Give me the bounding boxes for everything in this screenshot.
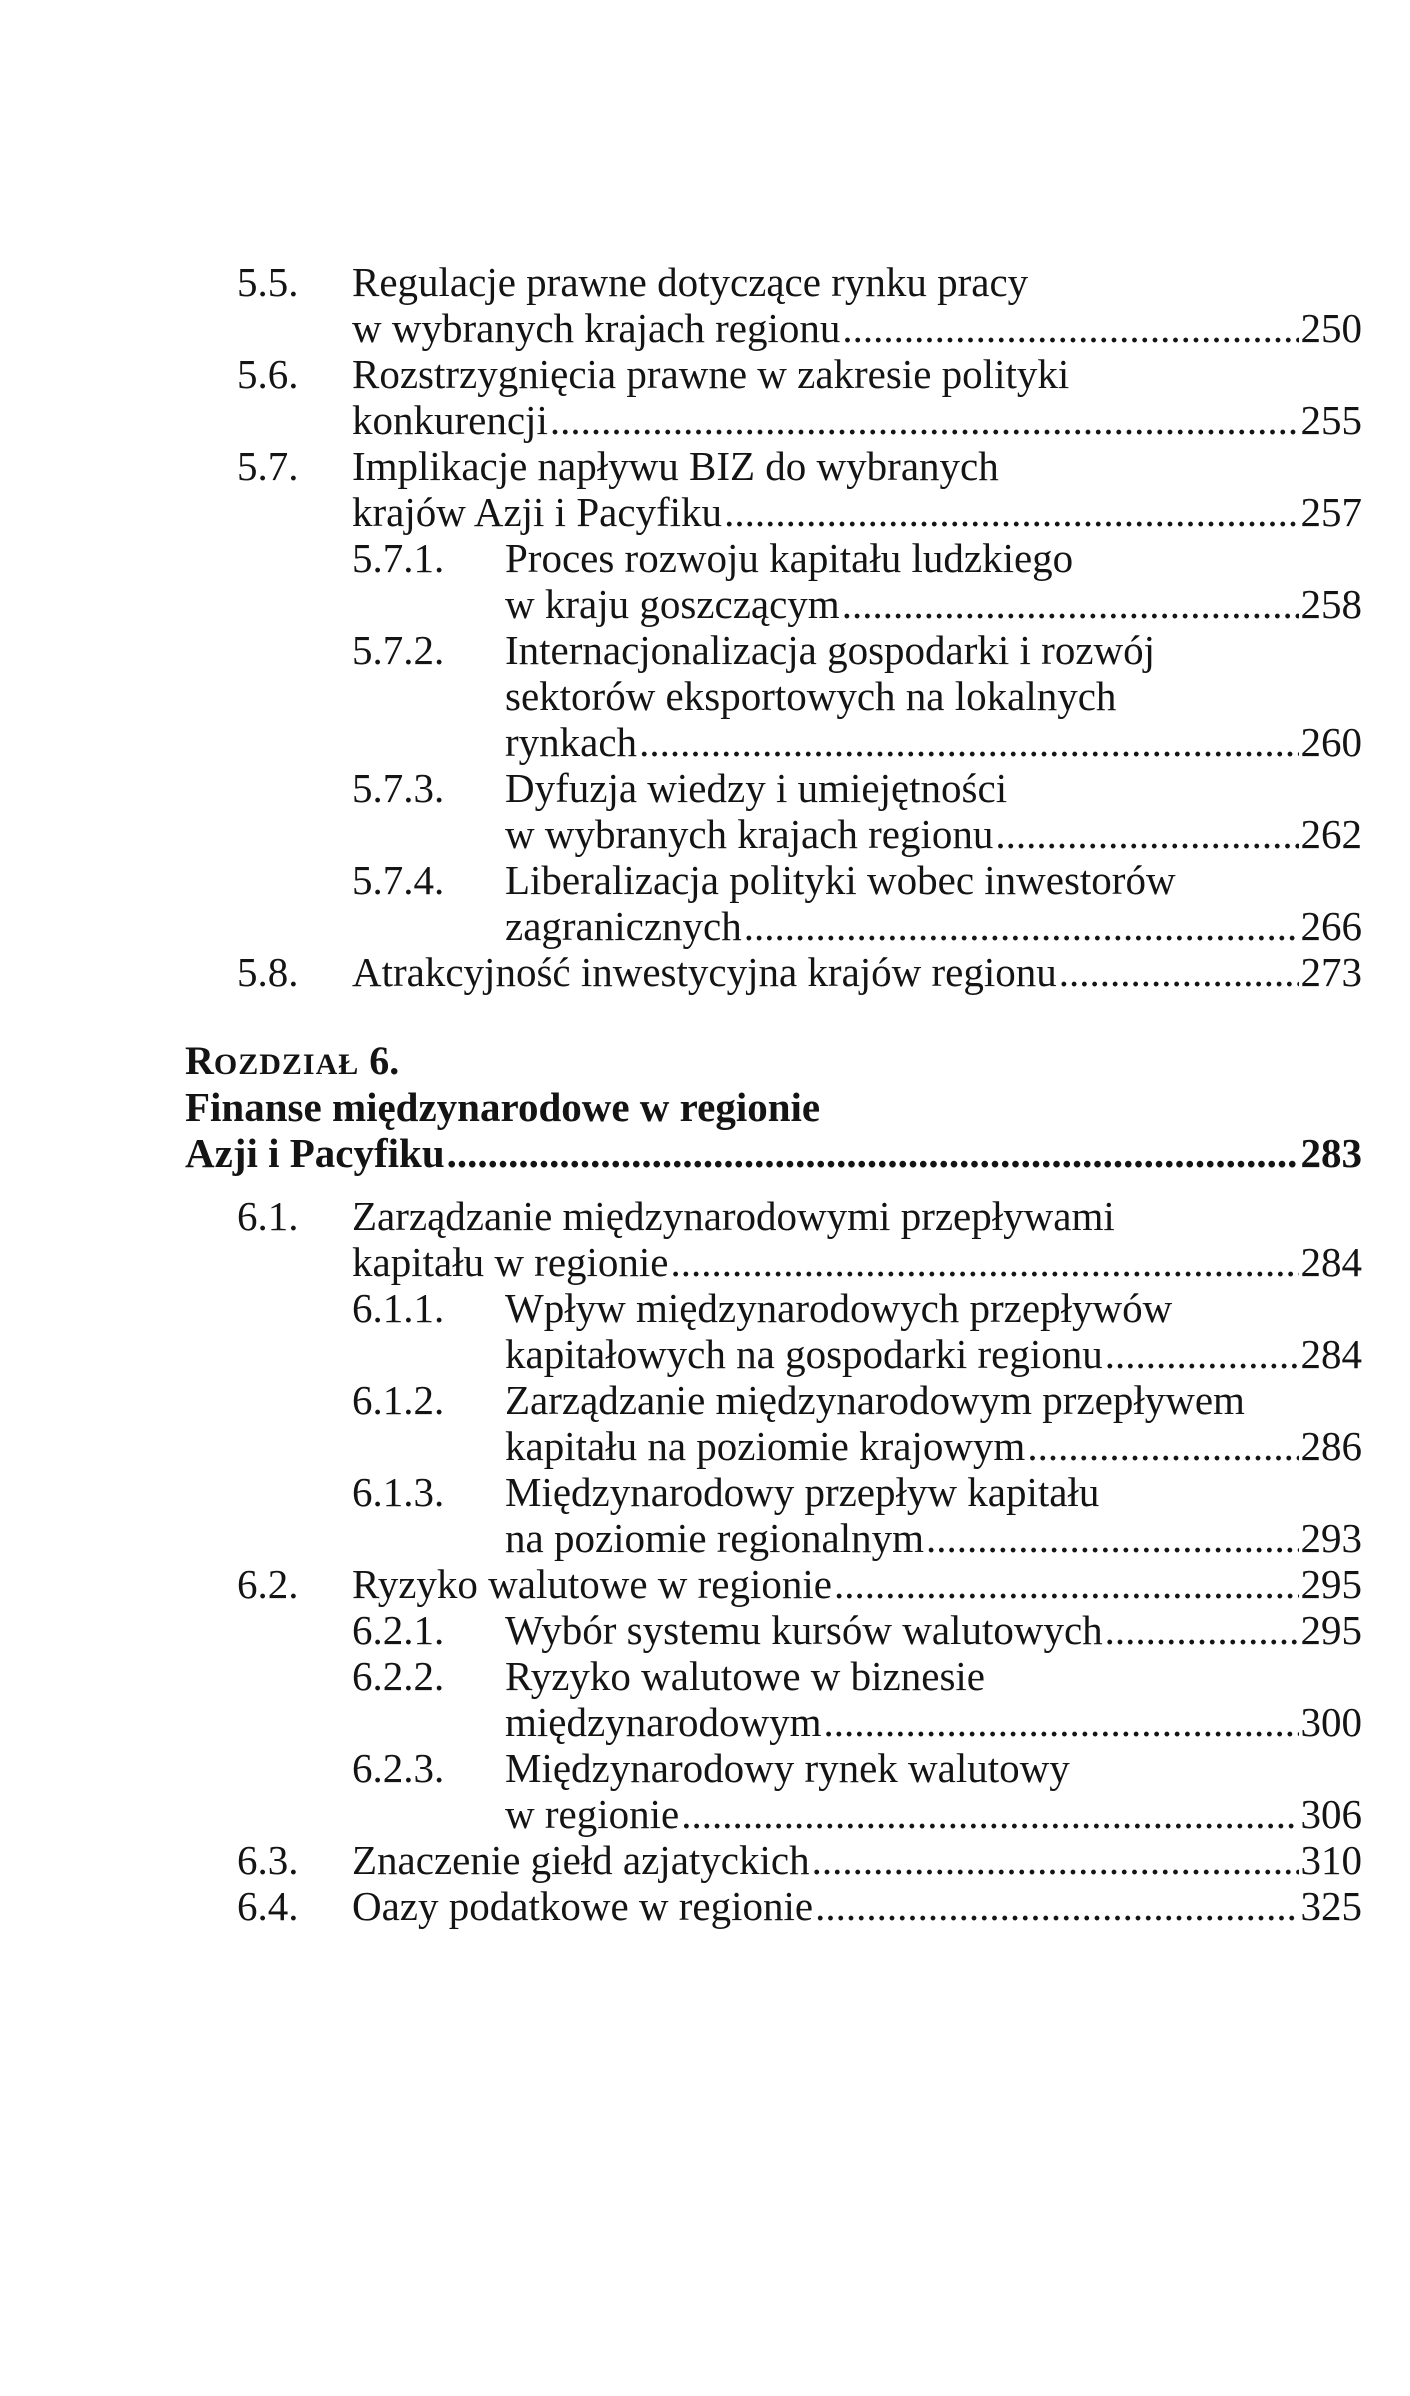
page-number: 273 [1300,949,1362,995]
toc-entry-6-4 [0,1883,1410,1929]
page-number: 295 [1300,1561,1362,1607]
entry-number: 5.8. [237,949,299,995]
chapter-label-cap: R [185,1038,214,1083]
entry-title: na poziomie regionalnym [505,1515,924,1561]
toc-entry-6-1 [0,1193,1410,1239]
entry-title: Rozstrzygnięcia prawne w zakresie polityki [352,351,1070,397]
toc-entry-5-7 [0,443,1410,489]
leader-dots [447,1130,1299,1176]
entry-title: w wybranych krajach regionu [352,305,841,351]
toc-entry-6-1-2 [0,1377,1410,1423]
toc-entry-5-8 [0,949,1410,995]
entry-number: 5.5. [237,259,299,305]
entry-title: Ryzyko walutowe w biznesie [505,1653,985,1699]
entry-title: w wybranych krajach regionu [505,811,994,857]
page-number: 300 [1300,1699,1362,1745]
leader-dots [681,1791,1298,1837]
entry-title: Implikacje napływu BIZ do wybranych [352,443,999,489]
entry-title: w kraju goszczącym [505,581,840,627]
entry-number: 5.7.1. [352,535,445,581]
entry-number: 6.2.3. [352,1745,445,1791]
entry-title: Międzynarodowy rynek walutowy [505,1745,1070,1791]
page-number: 284 [1300,1331,1362,1377]
leader-dots [1059,949,1299,995]
entry-title: kapitału w regionie [352,1239,669,1285]
page-number: 262 [1300,811,1362,857]
entry-title: Międzynarodowy przepływ kapitału [505,1469,1100,1515]
chapter-label [185,1038,399,1088]
toc-entry-5-7-4-line2 [0,903,1410,949]
toc-entry-5-7-line2 [0,489,1410,535]
toc-entry-6-2 [0,1561,1410,1607]
toc-entry-6-1-line2 [0,1239,1410,1285]
entry-title: sektorów eksportowych na lokalnych [505,673,1117,719]
leader-dots [842,581,1299,627]
leader-dots [815,1883,1298,1929]
entry-number: 5.7. [237,443,299,489]
page-number: 258 [1300,581,1362,627]
entry-title: konkurencji [352,397,548,443]
chapter-title: Finanse międzynarodowe w regionie [185,1084,821,1130]
page-number: 250 [1300,305,1362,351]
chapter-number: 6. [369,1038,400,1083]
entry-number: 5.7.4. [352,857,445,903]
entry-title: zagranicznych [505,903,742,949]
toc-entry-6-2-2 [0,1653,1410,1699]
entry-title: Proces rozwoju kapitału ludzkiego [505,535,1074,581]
chapter-title: Azji i Pacyfiku [185,1130,445,1176]
entry-title: międzynarodowym [505,1699,822,1745]
leader-dots [744,903,1299,949]
leader-dots [1027,1423,1298,1469]
toc-entry-6-2-3-line2 [0,1791,1410,1837]
entry-title: Regulacje prawne dotyczące rynku pracy [352,259,1029,305]
leader-dots [926,1515,1299,1561]
entry-title: Zarządzanie międzynarodowymi przepływami [352,1193,1115,1239]
leader-dots [671,1239,1299,1285]
leader-dots [995,811,1298,857]
toc-entry-6-1-2-line2 [0,1423,1410,1469]
entry-title: Atrakcyjność inwestycyjna krajów regionu [352,949,1057,995]
page-number: 286 [1300,1423,1362,1469]
entry-title: Ryzyko walutowe w regionie [352,1561,832,1607]
chapter-title-line2 [185,1130,1362,1176]
entry-title: Zarządzanie międzynarodowym przepływem [505,1377,1245,1423]
entry-number: 6.2. [237,1561,299,1607]
toc-entry-5-7-1 [0,535,1410,581]
entry-title: Oazy podatkowe w regionie [352,1883,814,1929]
toc-entry-6-2-2-line2 [0,1699,1410,1745]
entry-title: Liberalizacja polityki wobec inwestorów [505,857,1176,903]
leader-dots [824,1699,1299,1745]
toc-entry-5-7-4 [0,857,1410,903]
page-number: 255 [1300,397,1362,443]
entry-title: w regionie [505,1791,680,1837]
leader-dots [842,305,1298,351]
entry-title: kapitałowych na gospodarki regionu [505,1331,1103,1377]
page-number: 295 [1300,1607,1362,1653]
leader-dots [1105,1331,1299,1377]
entry-number: 6.1.2. [352,1377,445,1423]
entry-number: 6.3. [237,1837,299,1883]
page-number: 325 [1300,1883,1362,1929]
entry-number: 5.7.2. [352,627,445,673]
entry-number: 6.1.1. [352,1285,445,1331]
leader-dots [1105,1607,1299,1653]
page-number: 284 [1300,1239,1362,1285]
toc-entry-5-5 [0,259,1410,305]
toc-entry-6-1-3-line2 [0,1515,1410,1561]
entry-number: 5.7.3. [352,765,445,811]
leader-dots [812,1837,1299,1883]
page-number: 306 [1300,1791,1362,1837]
toc-entry-5-7-3-line2 [0,811,1410,857]
entry-title: krajów Azji i Pacyfiku [352,489,723,535]
entry-number: 6.2.1. [352,1607,445,1653]
entry-number: 6.2.2. [352,1653,445,1699]
toc-entry-6-2-3 [0,1745,1410,1791]
page-number: 257 [1300,489,1362,535]
toc-entry-5-6 [0,351,1410,397]
chapter-label-small: OZDZIAŁ [213,1048,360,1081]
entry-title: Internacjonalizacja gospodarki i rozwój [505,627,1156,673]
leader-dots [834,1561,1299,1607]
toc-entry-5-5-line2 [0,305,1410,351]
toc-entry-6-1-3 [0,1469,1410,1515]
page-number: 310 [1300,1837,1362,1883]
entry-title: Wpływ międzynarodowych przepływów [505,1285,1173,1331]
entry-number: 6.1.3. [352,1469,445,1515]
toc-entry-5-7-2-line2 [0,673,1410,719]
toc-entry-6-3 [0,1837,1410,1883]
entry-title: Wybór systemu kursów walutowych [505,1607,1103,1653]
entry-title: Dyfuzja wiedzy i umiejętności [505,765,1008,811]
toc-entry-5-6-line2 [0,397,1410,443]
entry-number: 5.6. [237,351,299,397]
leader-dots [724,489,1298,535]
page-number: 266 [1300,903,1362,949]
toc-entry-5-7-3 [0,765,1410,811]
entry-title: rynkach [505,719,638,765]
toc-entry-5-7-1-line2 [0,581,1410,627]
page-number: 283 [1300,1130,1362,1176]
entry-number: 6.4. [237,1883,299,1929]
toc-entry-5-7-2 [0,627,1410,673]
toc-entry-6-1-1 [0,1285,1410,1331]
entry-title: kapitału na poziomie krajowym [505,1423,1026,1469]
page-number: 293 [1300,1515,1362,1561]
toc-entry-6-2-1 [0,1607,1410,1653]
entry-number: 6.1. [237,1193,299,1239]
leader-dots [550,397,1299,443]
page-number: 260 [1300,719,1362,765]
leader-dots [639,719,1298,765]
toc-entry-6-1-1-line2 [0,1331,1410,1377]
entry-title: Znaczenie giełd azjatyckich [352,1837,810,1883]
toc-entry-5-7-2-line3 [0,719,1410,765]
